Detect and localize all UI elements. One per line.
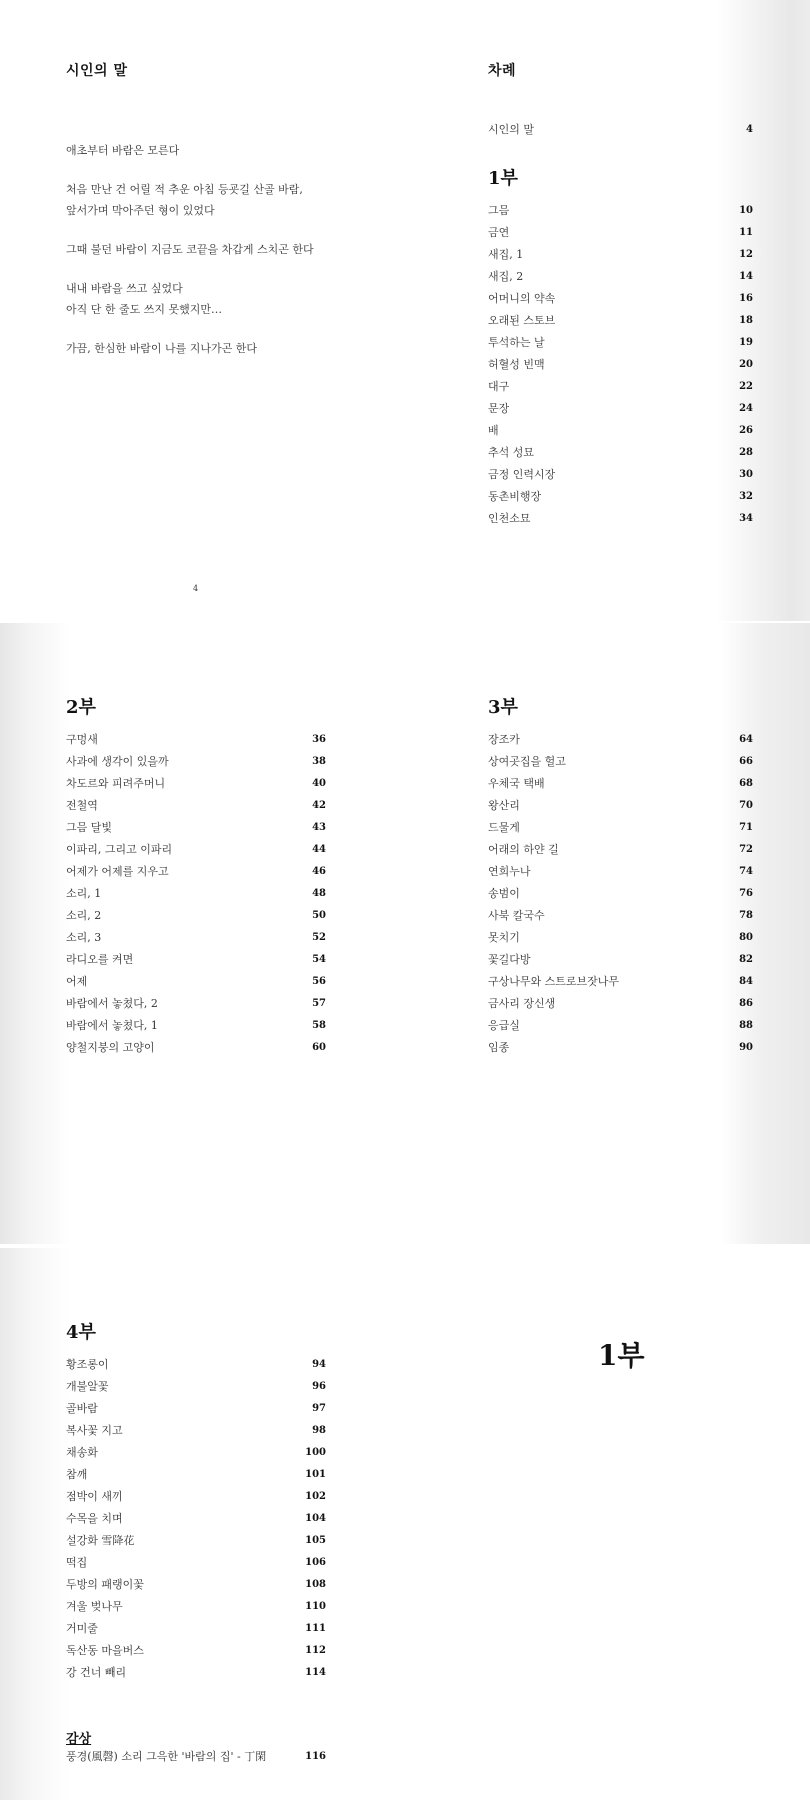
toc-entry-title: 어제가 어제를 지우고 [66, 865, 169, 878]
toc-entry-title: 사과에 생각이 있을까 [66, 755, 169, 768]
toc-entry-title: 드물게 [488, 821, 520, 834]
toc-entry-page: 12 [739, 248, 753, 260]
toc-title: 차례 [488, 63, 517, 79]
toc-entry-page: 4 [746, 123, 753, 135]
toc-entry-title: 금연 [488, 226, 510, 239]
toc-entry[interactable] [488, 309, 753, 331]
toc-entry-page: 22 [739, 380, 753, 392]
toc-part2-list [66, 728, 326, 1058]
toc-entry[interactable] [66, 1507, 326, 1529]
toc-entry[interactable] [488, 926, 753, 948]
toc-entry-page: 48 [312, 887, 326, 899]
toc-entry-page: 100 [305, 1446, 326, 1458]
toc-entry-title: 구멍새 [66, 733, 98, 746]
toc-entry-page: 106 [305, 1556, 326, 1568]
toc-entry-page: 70 [739, 799, 753, 811]
toc-entry-page: 102 [305, 1490, 326, 1502]
toc-entry[interactable] [66, 772, 326, 794]
toc-entry[interactable] [66, 1595, 326, 1617]
toc-entry-page: 90 [739, 1041, 753, 1053]
toc-entry-page: 30 [739, 468, 753, 480]
toc-entry[interactable] [488, 882, 753, 904]
stanza [66, 239, 314, 260]
toc-entry-page: 58 [312, 1019, 326, 1031]
toc-entry-title: 새집, 2 [488, 270, 524, 283]
toc-entry-title: 왕산리 [488, 799, 520, 812]
appreciation-label: 감상 [66, 1732, 92, 1747]
toc-entry-page: 71 [739, 821, 753, 833]
toc-entry[interactable] [488, 970, 753, 992]
toc-entry-page: 56 [312, 975, 326, 987]
toc-entry[interactable] [488, 948, 753, 970]
toc-entry-title: 대구 [488, 380, 510, 393]
toc-entry-page: 112 [305, 1644, 326, 1656]
stanza [66, 338, 314, 359]
toc-entry[interactable] [488, 904, 753, 926]
toc-entry-title: 그믐 [488, 204, 510, 217]
toc-entry-title: 두방의 패랭이꽃 [66, 1578, 144, 1591]
toc-entry[interactable] [488, 331, 753, 353]
toc-entry-title: 오래된 스토브 [488, 314, 556, 327]
toc-entry[interactable] [488, 728, 753, 750]
part-heading: 2부 [66, 697, 96, 718]
spread-toc-part2-part3 [0, 623, 810, 1244]
toc-entry-title: 상여곳집을 헐고 [488, 755, 566, 768]
toc-part3-page [405, 623, 810, 1244]
toc-entry-title: 문장 [488, 402, 510, 415]
toc-entry-title: 참깨 [66, 1468, 88, 1481]
toc-entry-title: 송범이 [488, 887, 520, 900]
toc-entry[interactable] [488, 816, 753, 838]
toc-entry-page: 74 [739, 865, 753, 877]
toc-entry-title: 점박이 새끼 [66, 1490, 123, 1503]
toc-entry[interactable] [66, 1551, 326, 1573]
toc-entry-page: 44 [312, 843, 326, 855]
toc-entry[interactable] [66, 926, 326, 948]
toc-entry-page: 36 [312, 733, 326, 745]
toc-entry-title: 추석 성묘 [488, 446, 535, 459]
prose-line: 처음 만난 건 어릴 적 추운 아침 등굣길 산골 바람, [66, 183, 303, 196]
toc-entry-page: 38 [312, 755, 326, 767]
prose-line: 그때 불던 바람이 지금도 코끝을 차갑게 스치곤 한다 [66, 243, 314, 256]
toc-entry-title: 금사리 장신생 [488, 997, 556, 1010]
stanza [66, 278, 314, 320]
part-title: 1부 [598, 1339, 645, 1372]
toc-entry[interactable] [66, 816, 326, 838]
toc-entry-title: 응급실 [488, 1019, 520, 1032]
toc-entry-page: 84 [739, 975, 753, 987]
toc-entry-title: 어머니의 약속 [488, 292, 556, 305]
toc-entry-page: 97 [312, 1402, 326, 1414]
part-heading: 4부 [66, 1322, 96, 1343]
toc-entry[interactable] [488, 1014, 753, 1036]
toc-entry[interactable] [66, 1617, 326, 1639]
toc-entry-page: 66 [739, 755, 753, 767]
toc-entry-title: 꽃길다방 [488, 953, 531, 966]
toc-entry[interactable] [66, 970, 326, 992]
toc-entry-title: 이파리, 그리고 이파리 [66, 843, 173, 856]
toc-entry[interactable] [488, 419, 753, 441]
spread-toc-part4-and-part-title [0, 1248, 810, 1800]
stanza [66, 179, 314, 221]
toc-entry-title: 못치기 [488, 931, 520, 944]
toc-entry-page: 14 [739, 270, 753, 282]
part-title-page [405, 1248, 810, 1800]
toc-entry-title: 채송화 [66, 1446, 98, 1459]
toc-entry-title: 겨울 벚나무 [66, 1600, 123, 1613]
toc-entry-page: 46 [312, 865, 326, 877]
toc-entry[interactable] [66, 992, 326, 1014]
toc-entry[interactable] [488, 265, 753, 287]
toc-entry-page: 18 [739, 314, 753, 326]
toc-entry-page: 86 [739, 997, 753, 1009]
toc-entry-page: 24 [739, 402, 753, 414]
toc-entry[interactable] [66, 1529, 326, 1551]
toc-entry[interactable] [66, 794, 326, 816]
toc-entry-title: 구상나무와 스트로브잣나무 [488, 975, 620, 988]
toc-entry-page: 52 [312, 931, 326, 943]
toc-entry-title: 독산동 마을버스 [66, 1644, 144, 1657]
toc-entry-page: 64 [739, 733, 753, 745]
toc-entry-page: 82 [739, 953, 753, 965]
toc-part4-list [66, 1353, 326, 1683]
toc-entry-title: 수목을 치며 [66, 1512, 123, 1525]
toc-entry[interactable] [488, 794, 753, 816]
toc-part3-list [488, 728, 753, 1058]
toc-entry-page: 50 [312, 909, 326, 921]
toc-entry-page: 96 [312, 1380, 326, 1392]
toc-entry[interactable] [66, 1441, 326, 1463]
toc-entry[interactable] [488, 860, 753, 882]
toc-entry-page: 78 [739, 909, 753, 921]
toc-entry-page: 11 [739, 226, 753, 238]
prose-line: 내내 바람을 쓰고 싶었다 [66, 282, 183, 295]
toc-entry-page: 34 [739, 512, 753, 524]
toc-entry[interactable] [488, 118, 753, 140]
toc-entry[interactable] [66, 1014, 326, 1036]
toc-entry-page: 76 [739, 887, 753, 899]
toc-entry-page: 42 [312, 799, 326, 811]
toc-entry[interactable] [66, 1463, 326, 1485]
toc-part4-page [0, 1248, 405, 1800]
toc-entry-title: 배 [488, 424, 499, 437]
toc-entry-page: 40 [312, 777, 326, 789]
toc-entry[interactable] [488, 375, 753, 397]
prose-line: 애초부터 바람은 모른다 [66, 144, 180, 157]
toc-entry[interactable] [488, 221, 753, 243]
toc-entry-title: 차도르와 피려주머니 [66, 777, 166, 790]
toc-entry-page: 104 [305, 1512, 326, 1524]
toc-entry-title: 어제 [66, 975, 88, 988]
toc-entry-page: 19 [739, 336, 753, 348]
toc-entry-page: 116 [305, 1750, 326, 1762]
toc-part1-list [488, 199, 753, 529]
toc-entry-page: 20 [739, 358, 753, 370]
toc-entry[interactable] [488, 243, 753, 265]
toc-entry[interactable] [66, 1353, 326, 1375]
toc-entry-title: 동촌비행장 [488, 490, 542, 503]
toc-entry-title: 임종 [488, 1041, 510, 1054]
toc-entry-page: 114 [305, 1666, 326, 1678]
toc-entry-title: 그믐 달빛 [66, 821, 113, 834]
toc-entry-title: 장조카 [488, 733, 520, 746]
toc-entry-title: 소리, 2 [66, 909, 102, 922]
toc-entry[interactable] [66, 1375, 326, 1397]
toc-entry-title: 복사꽃 지고 [66, 1424, 123, 1437]
prose-line: 앞서가며 막아주던 형이 있었다 [66, 204, 215, 217]
toc-entry-page: 16 [739, 292, 753, 304]
part-heading: 3부 [488, 697, 518, 718]
toc-entry-page: 111 [305, 1622, 326, 1634]
appreciation-list [66, 1745, 326, 1767]
toc-entry[interactable] [66, 1573, 326, 1595]
toc-entry[interactable] [488, 1036, 753, 1058]
toc-entry-title: 연희누나 [488, 865, 531, 878]
toc-entry-page: 43 [312, 821, 326, 833]
prose-line: 아직 단 한 줄도 쓰지 못했지만… [66, 303, 222, 316]
toc-entry-title: 소리, 3 [66, 931, 102, 944]
toc-entry-title: 우체국 택배 [488, 777, 545, 790]
toc-entry[interactable] [66, 1485, 326, 1507]
toc-entry[interactable] [66, 904, 326, 926]
toc-entry[interactable] [488, 199, 753, 221]
toc-entry-title: 바람에서 놓쳤다, 2 [66, 997, 158, 1010]
toc-part2-page [0, 623, 405, 1244]
poet-note-body [66, 140, 314, 377]
toc-entry[interactable] [66, 838, 326, 860]
toc-intro [488, 118, 753, 140]
toc-entry[interactable] [66, 1639, 326, 1661]
toc-entry[interactable] [66, 948, 326, 970]
toc-entry-title: 전철역 [66, 799, 98, 812]
toc-entry-title: 투석하는 날 [488, 336, 545, 349]
toc-entry[interactable] [488, 507, 753, 529]
toc-entry[interactable] [488, 772, 753, 794]
toc-entry-title: 사북 칼국수 [488, 909, 545, 922]
toc-entry-page: 101 [305, 1468, 326, 1480]
toc-entry-page: 94 [312, 1358, 326, 1370]
page-number: 4 [193, 584, 199, 593]
toc-entry[interactable] [66, 882, 326, 904]
toc-entry-title: 바람에서 놓쳤다, 1 [66, 1019, 158, 1032]
spread-poet-note-and-toc [0, 0, 810, 621]
prose-line: 가끔, 한심한 바람이 나를 지나가곤 한다 [66, 342, 257, 355]
toc-entry-page: 68 [739, 777, 753, 789]
toc-entry-title: 거미줄 [66, 1622, 98, 1635]
toc-entry[interactable] [488, 287, 753, 309]
toc-entry-page: 105 [305, 1534, 326, 1546]
toc-entry-title: 설강화 雪降花 [66, 1534, 135, 1547]
toc-entry-title: 시인의 말 [488, 123, 535, 136]
toc-entry-title: 양철지붕의 고양이 [66, 1041, 155, 1054]
toc-entry-page: 54 [312, 953, 326, 965]
toc-entry[interactable] [488, 397, 753, 419]
toc-entry-title: 새집, 1 [488, 248, 524, 261]
toc-entry[interactable] [66, 1419, 326, 1441]
toc-entry-title: 라디오를 켜면 [66, 953, 134, 966]
toc-entry-page: 32 [739, 490, 753, 502]
toc-entry-page: 88 [739, 1019, 753, 1031]
toc-entry-page: 98 [312, 1424, 326, 1436]
toc-entry-page: 57 [312, 997, 326, 1009]
toc-entry-page: 110 [305, 1600, 326, 1612]
toc-entry[interactable] [66, 1745, 326, 1767]
toc-entry[interactable] [488, 838, 753, 860]
toc-entry-title: 개불알꽃 [66, 1380, 109, 1393]
toc-entry-title: 풍경(風磬) 소리 그윽한 '바람의 집' - 丁閑 [66, 1750, 267, 1763]
toc-entry[interactable] [66, 860, 326, 882]
toc-entry[interactable] [488, 441, 753, 463]
poet-note-page [0, 0, 405, 621]
toc-entry-title: 인천소묘 [488, 512, 531, 525]
toc-entry[interactable] [488, 463, 753, 485]
toc-entry-page: 10 [739, 204, 753, 216]
toc-page [405, 0, 810, 621]
toc-entry-page: 28 [739, 446, 753, 458]
toc-entry-title: 골바람 [66, 1402, 98, 1415]
toc-entry-title: 소리, 1 [66, 887, 102, 900]
toc-entry-page: 80 [739, 931, 753, 943]
toc-entry[interactable] [66, 1397, 326, 1419]
part-heading: 1부 [488, 168, 518, 189]
toc-entry-title: 황조롱이 [66, 1358, 109, 1371]
toc-entry-title: 어래의 하얀 길 [488, 843, 559, 856]
toc-entry[interactable] [66, 1036, 326, 1058]
toc-entry-title: 금정 인력시장 [488, 468, 556, 481]
toc-entry[interactable] [488, 485, 753, 507]
toc-entry[interactable] [66, 1661, 326, 1683]
toc-entry-page: 60 [312, 1041, 326, 1053]
toc-entry-page: 72 [739, 843, 753, 855]
toc-entry[interactable] [488, 750, 753, 772]
toc-entry[interactable] [488, 353, 753, 375]
toc-entry[interactable] [488, 992, 753, 1014]
toc-entry-title: 허혈성 빈맥 [488, 358, 545, 371]
stanza [66, 140, 314, 161]
poet-note-title: 시인의 말 [66, 63, 128, 79]
toc-entry[interactable] [66, 728, 326, 750]
toc-entry-page: 26 [739, 424, 753, 436]
toc-entry-title: 떡집 [66, 1556, 88, 1569]
toc-entry-title: 강 건너 빼리 [66, 1666, 127, 1679]
toc-entry-page: 108 [305, 1578, 326, 1590]
toc-entry[interactable] [66, 750, 326, 772]
